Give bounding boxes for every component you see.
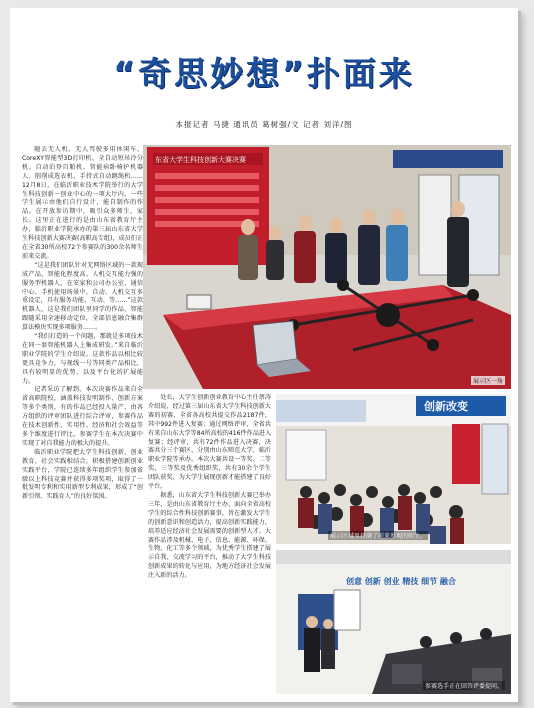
paragraph: 临沂职业学院把大学生科技创新、创业教育、社会实践相结合，积极搭建创新创业实践平台，学院已连续多年组织学生参加省级以上科技竞赛并获得多项奖项，取得了一批发明专利和实用新型专利成果，形成了“创新引领、实践育人”的良好氛围。 [22,448,143,501]
banner-text: 创意 创新 创业 精技 细节 融合 [346,577,456,586]
photo-caption: 展示区域里挤满了前来参观的师生。 [330,533,427,540]
banner-text: 东省大学生科技创新大赛决赛 [155,156,246,164]
headline: “奇思妙想”扑面来 [113,54,415,93]
paragraph: 处长，大学生创新创业教育中心主任蔡涛介绍说，经过第三届山东省大学生科技创新大赛的初赛，全省各高校共提交作品2187件，其中992件进入复赛；通过网络评审，全省共有来自山东大学等84所高校的416件作品进入复赛；经评审，共有72件作品进入决赛，决赛共分三个赛区，分别由山东师范大学、临沂职业学院等承办。本次大赛共设一等奖、二等奖、三等奖及优秀组织奖，共有30余个学生团队获奖，为大学生展现创新才能搭建了良好平台。 [148,394,271,491]
newspaper-page [10,8,518,702]
photo-caption: 展示区一角 [472,378,503,385]
paragraph: 随去无人机、无人驾驶多用休闲车、CoreXY智能型3D打印机、全自动短吊冷分机、自动泊登自舶机、智能病卧椅护机器人、削削成选衣机、手持式自动跳绳机……12月8日，在临沂职业技术学院举行的大学生科技创新一创业中心的一项大厅内，一些学生展示由他们自行设计、能自制作的作品。在开放参访期中，吸引众多师生、家长。这里正在进行的是由山东省教育厅主办，临沂职业学院承办的第三届山东省大学生科技创新大赛决赛(高职高专组)，成员们正在全省30所高校72个参赛队的300余名师生前来交流。 [22,146,143,260]
photo-crowd-image [276,394,511,544]
paragraph: 记者采访了解到，本次决赛作品来自全省高职院校，涵盖科技发明制作、创新方案等多个类别，有的作品已经投入量产、由各方组织的评审团队进行综合评审，参赛作品在技术创新性、实用性、经济和社会效益等多个维度进行评比，参赛学生在本次决赛中实现了对自我能力的极大的提升。 [22,386,143,447]
paragraph: “我们打造的一个问题，那就是多项技术在同一套智能机器人上集成研发。”来自临沂职业学院的学生介绍说。这款作品以相比较更具竞争力，与视线一号等同类产品相比，具有较明显的优势，以及平台化的扩展能力。 [22,333,143,385]
photo-exhibition-image [143,145,511,389]
photo-crowd [276,394,511,544]
banner-text: 创新改变 [424,400,468,413]
paragraph: 据悉，山东省大学生科技创新大赛已举办三年，是由山东省教育厅主办、面向全省高校学生的综合性科技创新赛事，旨在激发大学生的创新意识和创造活力，提高创新实践能力，培养适应经济社会发展需要的创新型人才。大赛作品涉及机械、电子、信息、能源、环保、生物、化工等多个领域，为优秀学生搭建了展示自我、交流学习的平台，推动了大学生科技创新成果的转化与应用，为地方经济社会发展注入新的活力。 [148,491,271,580]
article-column-3 [148,394,271,694]
photo-presentation [276,550,511,694]
byline: 本报记者 马捷 通讯员 葛树强/文 记者 刘洋/图 [175,120,353,129]
paragraph: “这是我们团队针对无网络区域的一款现成产品，智能化程度高、人机交互能力强的服务型机器人，在安家和公司办公室、通信中心、手机使用场景中，自动、人机交互多重设定，具有服务功能、互动、等……”这款机器人，这是我们团队里同学的作品，智能跟随采用全速移动定位，全部信息融合集群算法模块实现多项服务……。 [22,261,143,332]
photo-exhibition-hall [143,145,511,389]
photo-caption: 参赛选手正在回答评委提问。 [424,683,503,690]
photo-presentation-image [276,550,511,694]
article-column-1 [22,146,143,694]
